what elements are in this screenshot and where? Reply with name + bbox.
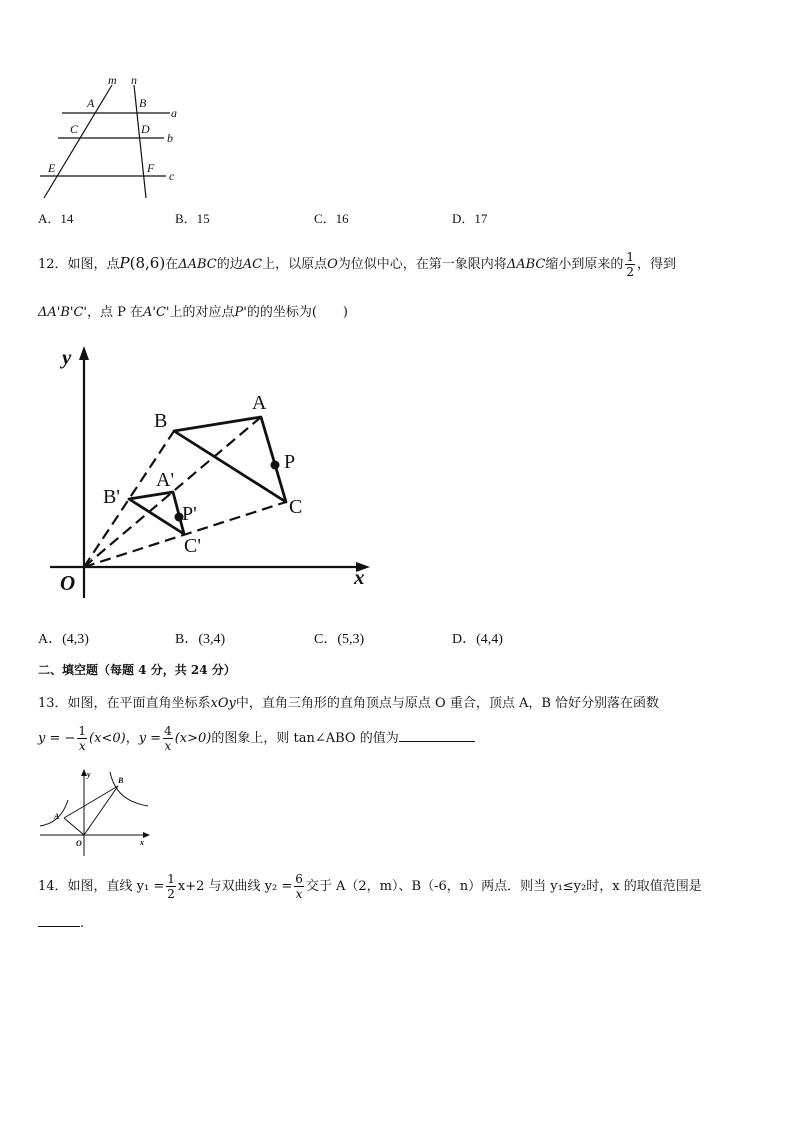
label-b: b (167, 131, 173, 145)
q11-option-b: B．15 (175, 211, 210, 226)
line-m (44, 85, 112, 198)
label-E: E (48, 161, 56, 175)
q13-line-2: y = − $\frac{1}{x}$ (x<0)，y = $\frac{4}{x}$ (x>0)的图象上，则 tan∠ABO 的值为 (38, 724, 475, 753)
fraction-one-half: $\frac{1}{2}$ (167, 872, 175, 901)
q11-option-a: A．14 (38, 211, 74, 226)
label-F: F (147, 161, 155, 175)
q14-line-1: 14．如图，直线 y₁ = $\frac{1}{2}$ x+2 与双曲线 y₂ = $\frac{6}{x}$ 交于 A（2，m）、B（-6，n）两点．则当 y₁≤y₂时，x 的取值范围是 (38, 872, 702, 901)
label-C-prime: C' (184, 535, 201, 557)
label-A-prime: A' (156, 469, 175, 491)
answer-blank[interactable] (399, 741, 475, 742)
homothety-figure (40, 340, 380, 605)
segment-ab (64, 786, 118, 818)
label-c: c (169, 169, 175, 183)
label-x: x (354, 565, 365, 589)
label-A: A (54, 812, 60, 821)
hyperbola-figure (38, 768, 153, 860)
label-B: B (154, 410, 168, 432)
label-O: O (76, 839, 82, 848)
triangle-a1b1c1 (129, 492, 184, 534)
label-O: O (60, 571, 76, 595)
q12-line-1: 12．如图，点P(8,6)在ΔABC的边AC上，以原点O为位似中心，在第一象限内将ΔABC缩小到原来的 $\frac{1}{2}$ ，得到 (38, 250, 677, 279)
segment-ob (84, 786, 118, 835)
answer-blank[interactable] (38, 926, 80, 927)
segment-oa (64, 818, 84, 835)
q13-line-1: 13．如图，在平面直角坐标系xOy中，直角三角形的直角顶点与原点 O 重合，顶点 A，B 恰好分别落在函数 (38, 696, 660, 711)
label-D: D (141, 122, 150, 136)
label-B: B (139, 96, 147, 110)
label-y: y (87, 770, 91, 779)
q12-line-2: ΔA'B'C'，点 P 在A'C'上的对应点P'的的坐标为( ) (38, 305, 348, 320)
parallel-lines-figure (30, 70, 190, 200)
label-C: C (70, 122, 79, 136)
y-axis-arrow (79, 346, 89, 360)
label-P: P (284, 451, 296, 473)
label-a: a (171, 106, 177, 120)
label-n: n (131, 73, 137, 87)
q11-option-d: D．17 (452, 211, 488, 226)
label-C: C (289, 496, 303, 518)
fraction-one-half: $\frac{1}{2}$ (626, 250, 634, 279)
q11-option-c: C．16 (314, 211, 349, 226)
q12-option-a: A．(4,3) (38, 632, 89, 647)
label-A: A (87, 96, 95, 110)
label-P-prime: P' (182, 503, 197, 525)
section-heading: 二、填空题（每题 4 分，共 24 分） (38, 663, 236, 677)
label-m: m (108, 73, 117, 87)
q12-option-d: D．(4,4) (452, 632, 503, 647)
x-axis-arrow (143, 832, 150, 838)
q14-line-2: . (38, 916, 84, 931)
triangle-abc (174, 417, 286, 502)
label-A: A (252, 392, 267, 414)
fraction-6-over-x: $\frac{6}{x}$ (295, 872, 303, 901)
label-B: B (118, 776, 124, 785)
q12-option-b: B．(3,4) (175, 632, 226, 647)
fraction-4-over-x: $\frac{4}{x}$ (164, 724, 172, 753)
q12-option-c: C．(5,3) (314, 632, 365, 647)
label-x: x (140, 838, 144, 847)
point-p (271, 461, 280, 470)
label-y: y (62, 345, 72, 369)
label-B-prime: B' (103, 486, 120, 508)
fraction-1-over-x: $\frac{1}{x}$ (78, 724, 87, 753)
